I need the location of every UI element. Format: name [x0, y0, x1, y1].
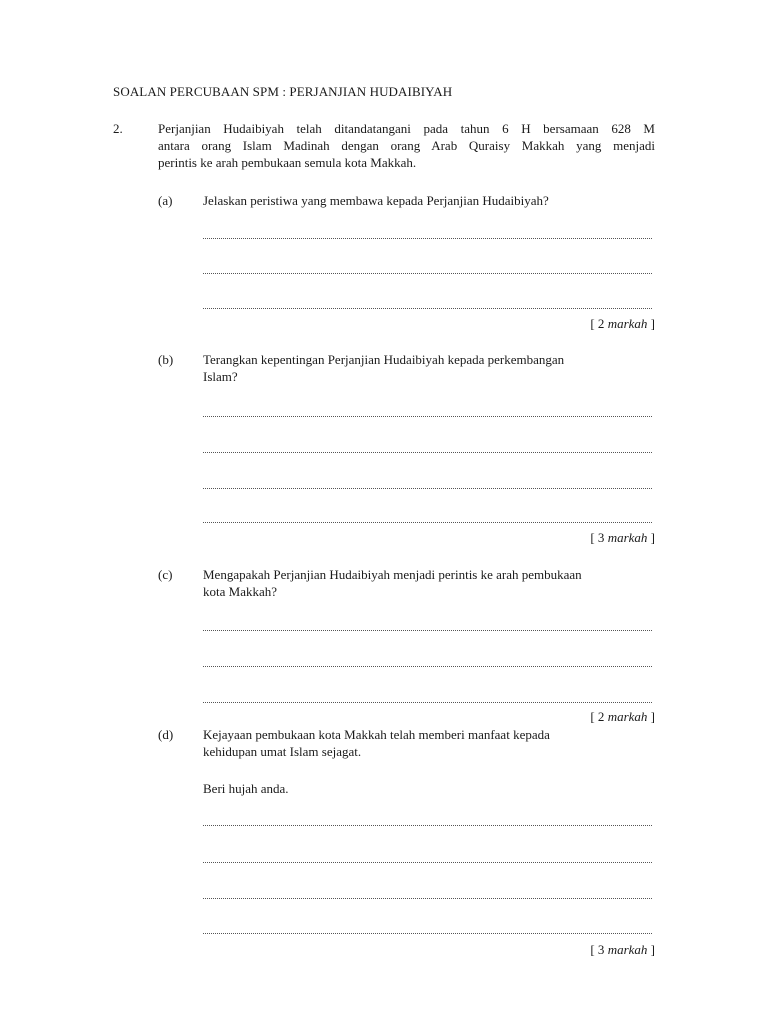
marks-label: [ 3 markah ]	[590, 530, 655, 545]
answer-line[interactable]	[203, 416, 652, 417]
answer-line[interactable]	[203, 488, 652, 489]
page-title: SOALAN PERCUBAAN SPM : PERJANJIAN HUDAIBIYAH	[113, 84, 453, 99]
marks-label: [ 2 markah ]	[590, 316, 655, 331]
question-number: 2.	[113, 121, 123, 136]
part-b-question: Terangkan kepentingan Perjanjian Hudaibiyah kepada perkembangan Islam?	[203, 352, 565, 384]
answer-line[interactable]	[203, 933, 652, 934]
answer-line[interactable]	[203, 825, 652, 826]
marks-label: [ 3 markah ]	[590, 942, 655, 957]
part-d-question: Kejayaan pembukaan kota Makkah telah memberi manfaat kepada kehidupan umat Islam sejagat.	[203, 727, 550, 759]
answer-line[interactable]	[203, 452, 652, 453]
answer-line[interactable]	[203, 898, 652, 899]
answer-line[interactable]	[203, 666, 652, 667]
part-c-label: (c)	[158, 567, 173, 582]
part-d-label: (d)	[158, 727, 174, 742]
answer-line[interactable]	[203, 522, 652, 523]
question-intro	[158, 120, 655, 171]
part-a-label: (a)	[158, 193, 173, 208]
marks-label: [ 2 markah ]	[590, 709, 655, 724]
intro-line: antara orang Islam Madinah dengan orang Arab Quraisy Makkah yang menjadi	[158, 138, 655, 153]
answer-line[interactable]	[203, 702, 652, 703]
part-b-label: (b)	[158, 352, 174, 367]
part-a-question: Jelaskan peristiwa yang membawa kepada Perjanjian Hudaibiyah?	[203, 193, 549, 208]
answer-line[interactable]	[203, 308, 652, 309]
part-c-question: Mengapakah Perjanjian Hudaibiyah menjadi perintis ke arah pembukaan kota Makkah?	[203, 567, 582, 599]
answer-line[interactable]	[203, 630, 652, 631]
answer-line[interactable]	[203, 273, 652, 274]
answer-line[interactable]	[203, 862, 652, 863]
answer-line[interactable]	[203, 238, 652, 239]
intro-line: Perjanjian Hudaibiyah telah ditandatangani pada tahun 6 H bersamaan 628 M	[158, 121, 655, 136]
part-d-instruction: Beri hujah anda.	[203, 781, 289, 796]
intro-line: perintis ke arah pembukaan semula kota Makkah.	[158, 155, 417, 170]
